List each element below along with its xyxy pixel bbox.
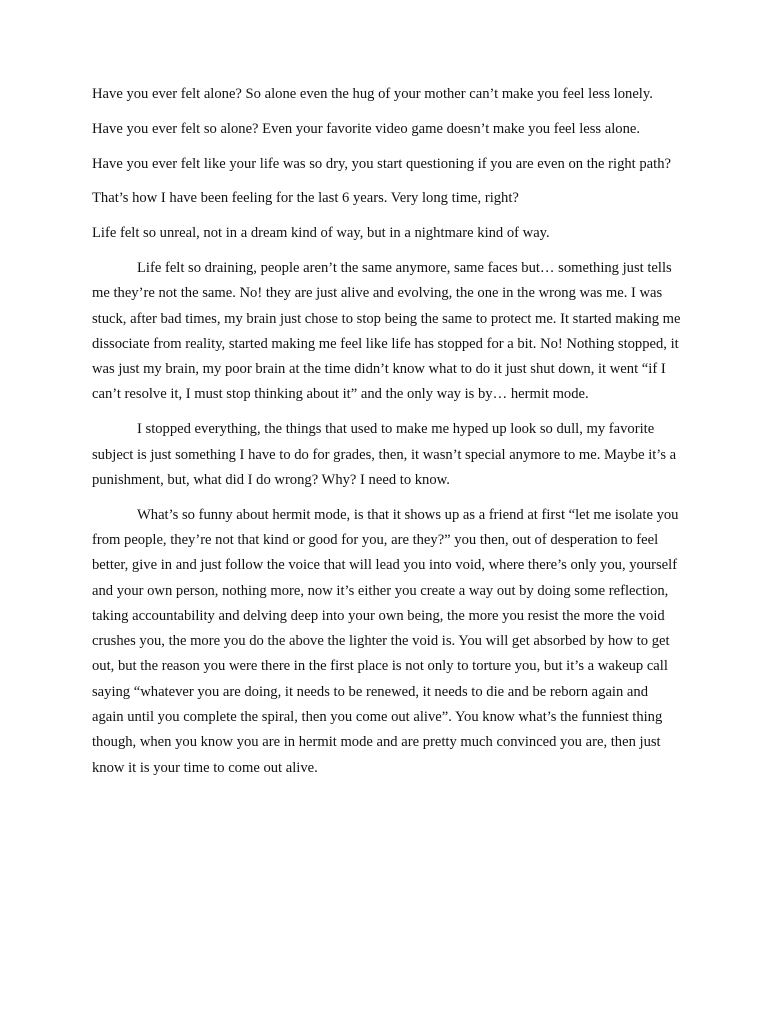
paragraph-2: Have you ever felt so alone? Even your favorite video game doesn’t make you feel less alone. bbox=[92, 120, 641, 137]
document-body bbox=[92, 82, 682, 790]
paragraph-6: Life felt so draining, people aren’t the same anymore, same faces but… something just tells me they’re not the same. No! they are just alive and evolving, the one in the wrong was me. I was stuck, after bad times, my brain just chose to stop being the same to protect me. It started making me dissociate from reality, started making me feel like life has stopped for a bit. No! Nothing stopped, it was just my brain, my poor brain at the time didn’t know what to do it just shut down, it went “if I can’t resolve it, I must stop thinking about it” and the only way is by… hermit mode. bbox=[92, 259, 681, 403]
paragraph-8: What’s so funny about hermit mode, is that it shows up as a friend at first “let me isolate you from people, they’re not that kind or good for you, are they?” you then, out of desperation to feel better, give in and just follow the voice that will lead you into void, where there’s only you, yourself and your own person, nothing more, now it’s either you create a way out by doing some reflection, taking accountability and delving deep into your own being, the more you resist the more the void crushes you, the more you do the above the lighter the void is. You will get absorbed by how to get out, but the reason you were there in the first place is not only to torture you, but it’s a wakeup call saying “whatever you are doing, it needs to be renewed, it needs to die and be reborn again and again until you complete the spiral, then you come out alive”. You know what’s the funniest thing though, when you know you are in hermit mode and are pretty much convinced you are, then just know it is your time to come out alive. bbox=[92, 506, 679, 776]
paragraph-5: Life felt so unreal, not in a dream kind of way, but in a nightmare kind of way. bbox=[92, 225, 550, 242]
paragraph-1: Have you ever felt alone? So alone even the hug of your mother can’t make you feel less lonely. bbox=[92, 86, 653, 102]
paragraph-7: I stopped everything, the things that used to make me hyped up look so dull, my favorite subject is just something I have to do for grades, then, it wasn’t special anymore to me. Maybe it’s a punishment, but, what did I do wrong? Why? I need to know. bbox=[92, 421, 677, 488]
paragraph-4: That’s how I have been feeling for the last 6 years. Very long time, right? bbox=[92, 190, 519, 207]
paragraph-3: Have you ever felt like your life was so dry, you start questioning if you are even on the right path? bbox=[92, 155, 671, 172]
